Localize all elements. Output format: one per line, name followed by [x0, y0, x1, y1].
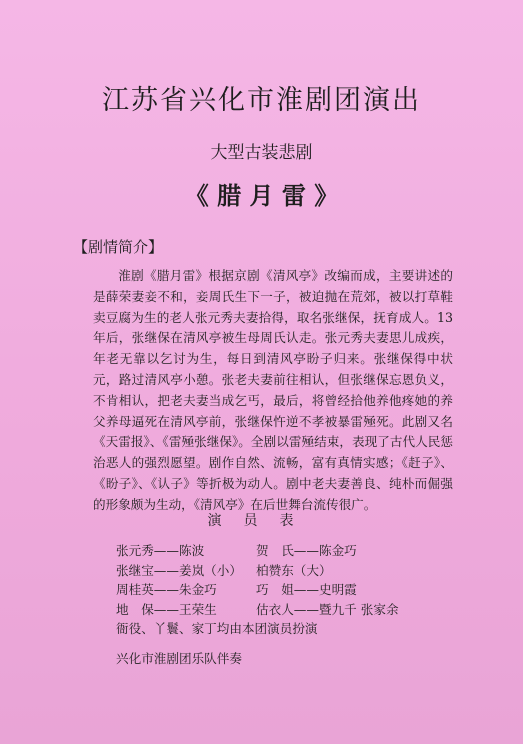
cast-entry: 巧 姐——史明霞 — [256, 582, 357, 597]
synopsis-body: 淮剧《腊月雷》根据京剧《清风亭》改编而成，主要讲述的是薛荣妻妾不和，妾周氏生下一子，被迫抛在荒郊，被以打草鞋卖豆腐为生的老人张元秀夫妻拾得，取名张继保，抚育成人。13年后，张继保在清风亭被生母周氏认走。张元秀夫妻思儿成疾，年老无靠以乞讨为生，每日到清风亭盼子归来。张继保得中状元，路过清风亭小憩。张老夫妻前往相认，但张继保忘恩负义，不肯相认，把老夫妻当成乞丐，最后，将曾经拾他养他疼她的养父养母逼死在清风亭前，张继保忤逆不孝被暴雷殛死。此剧又名《天雷报》、《雷殛张继保》。全剧以雷殛结束，表现了古代人民惩治恶人的强烈愿望。剧作自然、流畅，富有真情实感；《赶子》、《盼子》、《认子》等折极为动人。剧中老夫妻善良、纯朴而倔强的形象颇为生动，《清风亭》在后世舞台流传很广。 — [93, 268, 453, 512]
extras-note: 衙役、丫鬟、家丁均由本团演员扮演 — [116, 621, 318, 636]
cast-entry: 贺 氏——陈金巧 — [256, 543, 357, 558]
cast-entry: 周桂英——朱金巧 — [116, 582, 217, 597]
band-credit: 兴化市淮剧团乐队伴奏 — [116, 650, 242, 666]
cast-entry: 估衣人——暨九千 张家余 — [256, 601, 399, 617]
troupe-title: 江苏省兴化市淮剧团演出 — [102, 85, 421, 116]
cast-list — [116, 541, 446, 668]
cast-row — [116, 600, 446, 620]
cast-entry: 张元秀——陈波 — [116, 543, 205, 558]
cast-heading: 演员表 — [207, 513, 316, 529]
cast-entry: 张继宝——姜岚（小） — [116, 562, 242, 578]
cast-entry: 柏赞东（大） — [256, 562, 332, 578]
cast-row — [116, 541, 446, 561]
genre-subtitle: 大型古装悲剧 — [210, 143, 313, 163]
cast-row — [116, 561, 446, 581]
cast-row — [116, 580, 446, 600]
synopsis-heading: 【剧情简介】 — [73, 238, 164, 256]
cast-entry: 地 保——王荣生 — [116, 601, 217, 617]
play-title: 《 腊 月 雷 》 — [184, 182, 339, 210]
